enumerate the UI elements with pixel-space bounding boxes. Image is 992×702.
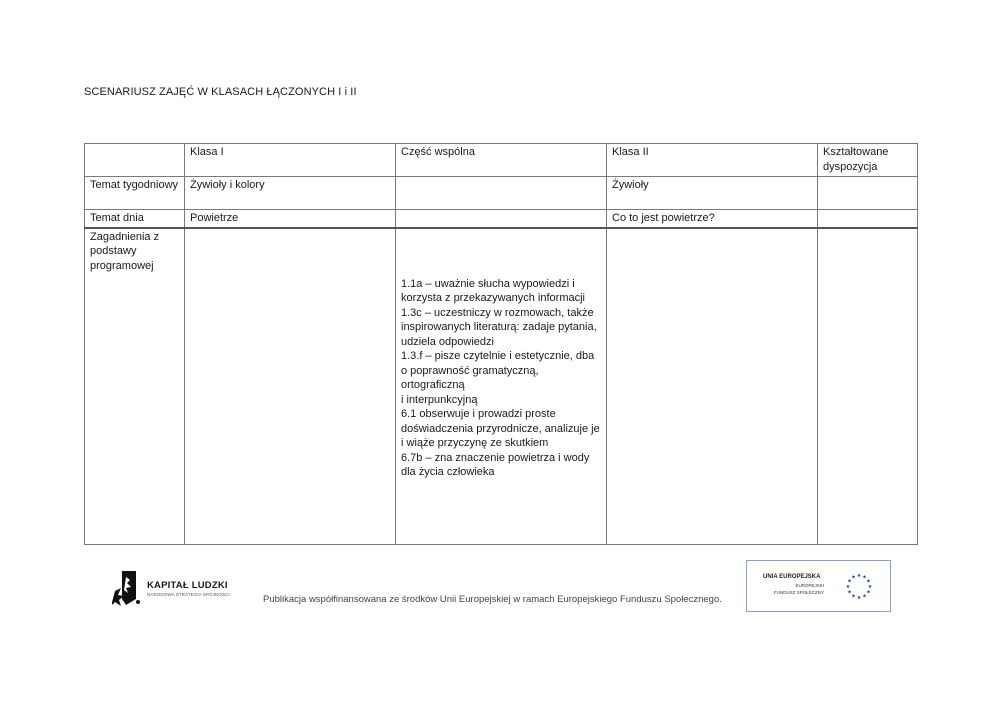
document-footer: [0, 560, 992, 620]
eu-star-icon: ★: [851, 593, 856, 600]
eu-logo-box: [746, 560, 891, 612]
cell-klasa-2: [607, 228, 818, 545]
table-row: [85, 228, 918, 545]
eu-subtitle-2: FUNDUSZ SPOŁECZNY: [773, 590, 824, 595]
eu-star-icon: ★: [856, 573, 862, 579]
cell-dyspozycje: [818, 228, 918, 545]
cell-czesc-wspolna: [396, 177, 607, 210]
logo-name: KAPITAŁ LUDZKI: [147, 580, 228, 591]
lesson-plan-table: [84, 143, 918, 545]
funding-note: Publikacja współfinansowana ze środków Unii Europejskiej w ramach Europejskiego Funduszu Społecznego.: [263, 594, 722, 605]
eu-star-icon: ★: [862, 593, 867, 600]
cell-czesc-wspolna: [396, 228, 607, 545]
header-cell-czesc-wspolna: Część wspólna: [396, 144, 607, 177]
table-row: [85, 210, 918, 228]
header-cell-empty: [85, 144, 185, 177]
eu-subtitle-1: EUROPEJSKI: [795, 583, 824, 588]
table-row: [85, 177, 918, 210]
header-cell-klasa-1: Klasa I: [185, 144, 396, 177]
header-cell-klasa-2: Klasa II: [607, 144, 818, 177]
cell-dyspozycje: [818, 177, 918, 210]
core-curriculum-text: 1.1a – uważnie słucha wypowiedzi i korzysta z przekazywanych informacji 1.3c – uczestniczy w rozmowach, także inspirowanych literaturą: zadaje pytania, udziela odpowiedzi 1.3.f – pisze czytelnie i estetycznie, dba o poprawność gramatyczną, ortograficzną i interpunkcyjną 6.1 obserwuje i prowadzi proste doświadczenia przyrodnicze, analizuje je i wiąże przyczynę ze skutkiem 6.7b – zna znaczenie powietrza i wody dla życia człowieka: [401, 277, 600, 478]
logo-subtitle: NARODOWA STRATEGIA SPÓJNOŚCI: [147, 592, 230, 597]
eu-star-icon: ★: [851, 574, 856, 581]
row-label-zagadnienia: Zagadnienia z podstawy programowej: [85, 228, 185, 545]
eu-star-icon: ★: [847, 589, 852, 596]
eu-star-icon: ★: [866, 589, 871, 596]
cell-dyspozycje: [818, 210, 918, 228]
eu-star-icon: ★: [847, 578, 852, 585]
eu-star-icon: ★: [867, 584, 873, 590]
cell-klasa-2: Co to jest powietrze?: [607, 210, 818, 228]
eu-star-icon: ★: [862, 574, 867, 581]
header-cell-dyspozycje: Kształtowane dyspozycja: [818, 144, 918, 177]
cell-klasa-1: [185, 228, 396, 545]
row-label-temat-tygodniowy: Temat tygodniowy: [85, 177, 185, 210]
eu-title: UNIA EUROPEJSKA: [763, 574, 821, 580]
cell-klasa-1: Żywioły i kolory: [185, 177, 396, 210]
kapital-ludzki-logo-icon: [112, 569, 142, 607]
cell-klasa-2: Żywioły: [607, 177, 818, 210]
row-label-temat-dnia: Temat dnia: [85, 210, 185, 228]
eu-star-icon: ★: [866, 578, 871, 585]
cell-klasa-1: Powietrze: [185, 210, 396, 228]
cell-czesc-wspolna: [396, 210, 607, 228]
table-header-row: [85, 144, 918, 177]
eu-star-icon: ★: [856, 595, 862, 601]
document-title: SCENARIUSZ ZAJĘĆ W KLASACH ŁĄCZONYCH I i II: [84, 86, 357, 98]
eu-star-icon: ★: [845, 584, 851, 590]
eu-flag-icon: [844, 571, 874, 601]
